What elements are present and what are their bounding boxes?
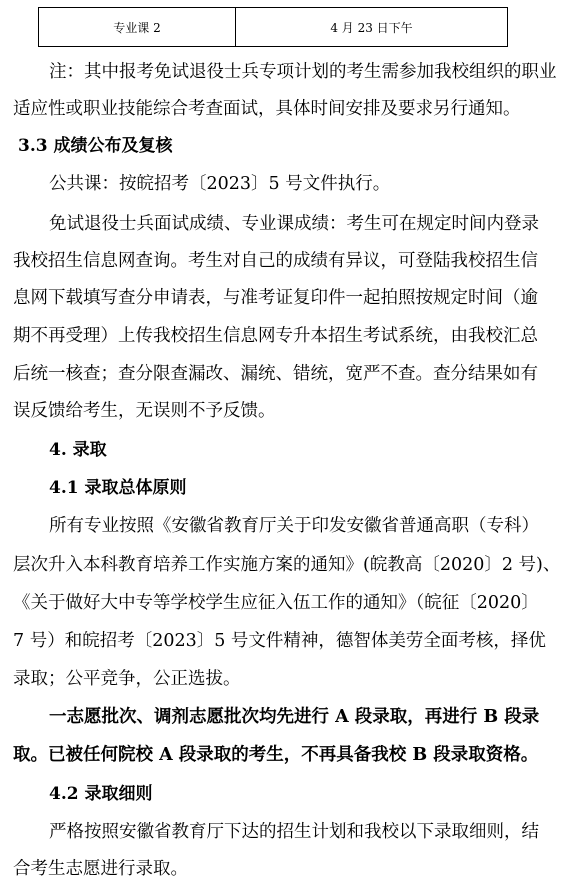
paragraph-line: 7 号）和皖招考〔2023〕5 号文件精神，德智体美劳全面考核，择优	[13, 631, 546, 651]
paragraph-line: 误反馈给考生，无误则不予反馈。	[13, 401, 276, 421]
exam-schedule-table	[38, 7, 508, 47]
emphasis-line: 一志愿批次、调剂志愿批次均先进行 A 段录取，再进行 B 段录	[49, 707, 540, 727]
emphasis-line: 取。已被任何院校 A 段录取的考生，不再具备我校 B 段录取资格。	[13, 745, 539, 765]
paragraph-line: 免试退役士兵面试成绩、专业课成绩：考生可在规定时间内登录	[49, 214, 539, 234]
note-line-1: 注：其中报考免试退役士兵专项计划的考生需参加我校组织的职业	[49, 62, 557, 82]
paragraph-line: 我校招生信息网查询。考生对自己的成绩有异议，可登陆我校招生信	[13, 251, 538, 271]
table-cell-subject: 专业课 2	[39, 8, 236, 47]
paragraph-line: 《关于做好大中专等学校学生应征入伍工作的通知》（皖征〔2020〕	[13, 593, 539, 613]
table-cell-time: 4 月 23 日下午	[236, 8, 508, 47]
note-line-2: 适应性或职业技能综合考查面试，具体时间安排及要求另行通知。	[13, 99, 521, 119]
paragraph-line: 所有专业按照《安徽省教育厅关于印发安徽省普通高职（专科）	[49, 516, 539, 536]
paragraph-line: 后统一核查；查分限查漏改、漏统、错统，宽严不查。查分结果如有	[13, 364, 538, 384]
paragraph-line: 息网下载填写查分申请表，与准考证复印件一起拍照按规定时间（逾	[13, 288, 538, 308]
section-heading-4-1: 4.1 录取总体原则	[49, 478, 187, 498]
paragraph-line: 公共课：按皖招考〔2023〕5 号文件执行。	[49, 174, 391, 194]
section-heading-3-3: 3.3 成绩公布及复核	[18, 136, 173, 156]
section-heading-4-2: 4.2 录取细则	[49, 784, 153, 804]
section-heading-4: 4. 录取	[49, 440, 107, 460]
paragraph-line: 层次升入本科教育培养工作实施方案的通知》(皖教高〔2020〕2 号)、	[13, 555, 561, 575]
table-row	[39, 8, 508, 47]
paragraph-line: 严格按照安徽省教育厅下达的招生计划和我校以下录取细则，结	[49, 822, 539, 842]
paragraph-line: 期不再受理）上传我校招生信息网专升本招生考试系统，由我校汇总	[13, 326, 538, 346]
paragraph-line: 合考生志愿进行录取。	[13, 859, 188, 879]
paragraph-line: 录取；公平竞争，公正选拔。	[13, 669, 241, 689]
